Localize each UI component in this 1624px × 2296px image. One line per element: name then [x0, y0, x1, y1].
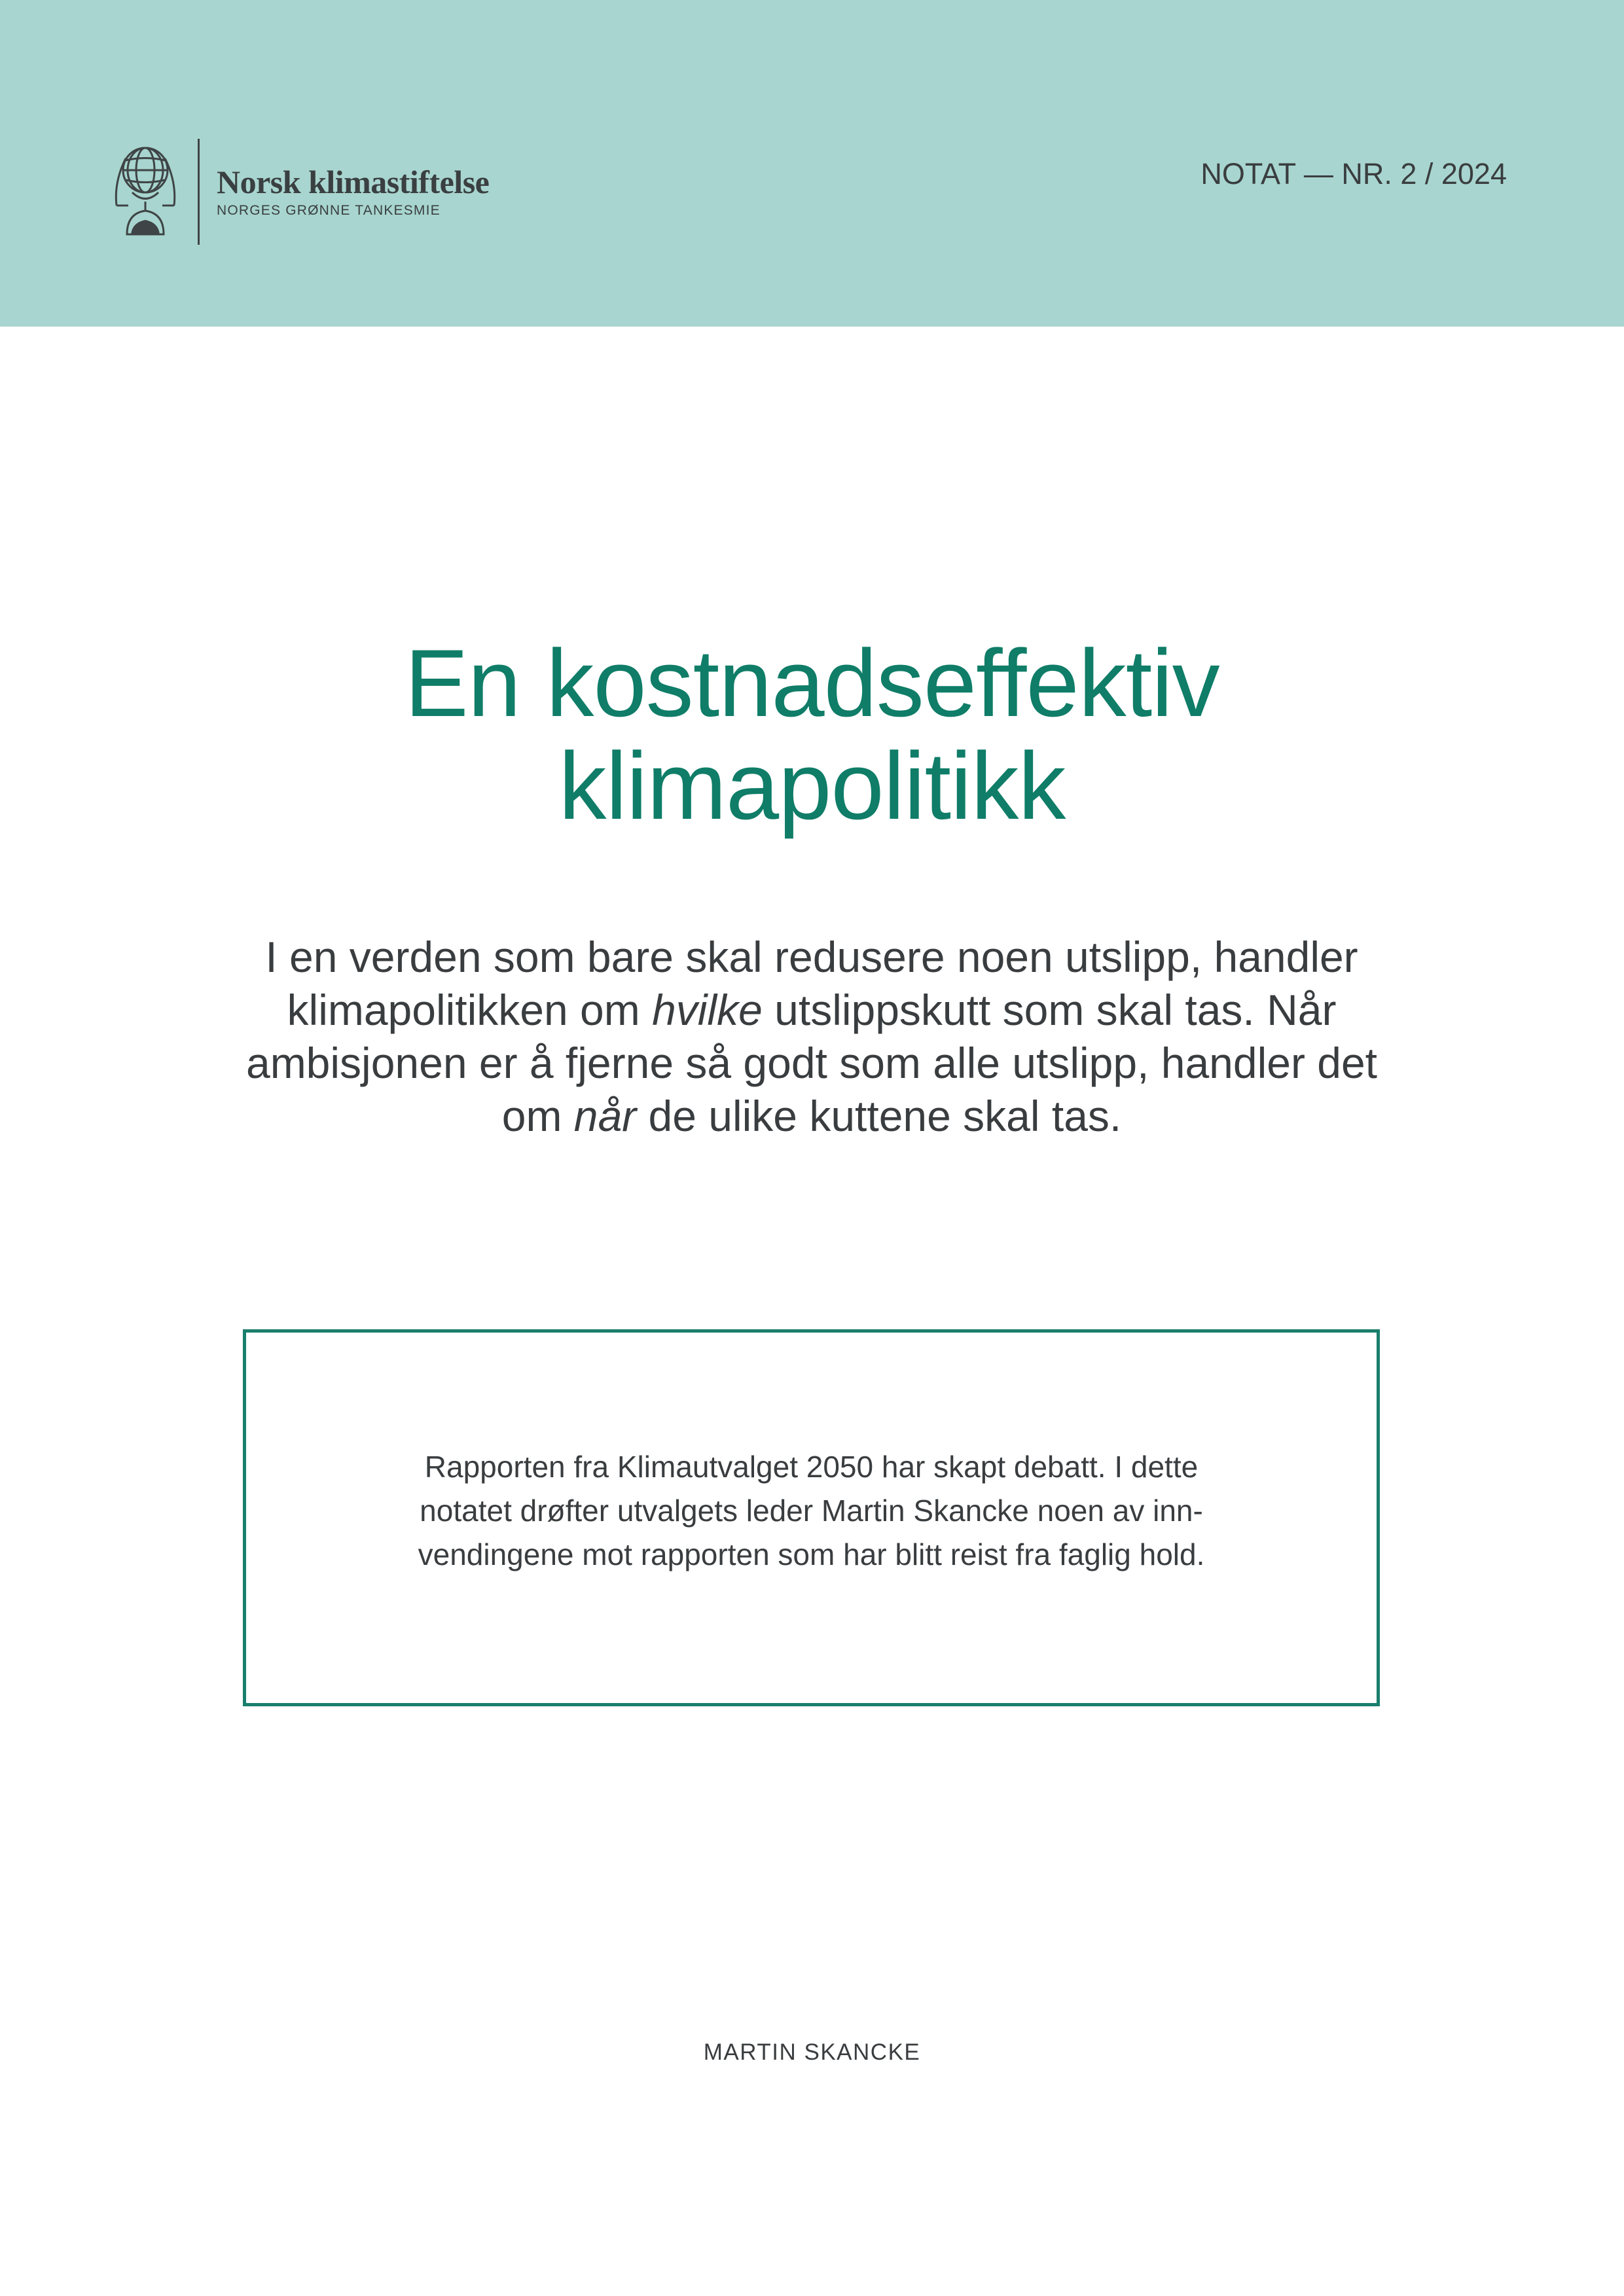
logo-text — [217, 165, 489, 219]
summary-line-1: Rapporten fra Klimautvalget 2050 har skapt debatt. I dette — [424, 1450, 1199, 1484]
author-name: MARTIN SKANCKE — [703, 2039, 921, 2065]
summary-text — [246, 1445, 1377, 1577]
logo-tagline: NORGES GRØNNE TANKESMIE — [217, 203, 441, 219]
logo-name: Norsk klimastiftelse — [217, 163, 490, 200]
logo-divider — [198, 139, 200, 245]
summary-line-3: vendingene mot rapporten som har blitt reist fra faglig hold. — [418, 1537, 1205, 1571]
title-line-2: klimapolitikk — [558, 732, 1066, 839]
summary-line-2: notatet drøfter utvalgets leder Martin Skancke noen av inn- — [420, 1494, 1203, 1528]
header-band — [0, 0, 1624, 327]
issue-label: NOTAT — NR. 2 / 2024 — [1200, 157, 1507, 190]
lead-text-2: utslippskutt som skal tas. Når ambisjonen er å fjerne så godt som alle utslipp, handler det om — [245, 986, 1378, 1140]
lead-text-3: de ulike kuttene skal tas. — [636, 1092, 1122, 1140]
logo — [113, 139, 489, 245]
document-title — [0, 632, 1624, 837]
lead-emphasis-1: hvilke — [652, 986, 763, 1034]
lead-paragraph — [223, 931, 1401, 1143]
title-line-1: En kostnadseffektiv — [405, 630, 1219, 736]
summary-box — [243, 1329, 1380, 1706]
lead-text-1: I en verden som bare skal redusere noen utslipp, handler klimapolitikken om — [265, 933, 1358, 1034]
lead-emphasis-2: når — [573, 1092, 637, 1140]
globe-hourglass-icon — [113, 143, 178, 241]
